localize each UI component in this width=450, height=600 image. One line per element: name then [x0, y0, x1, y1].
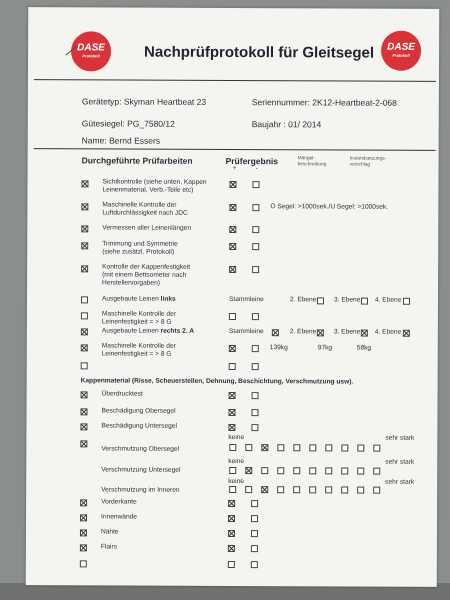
kappen-vorderkante-plus[interactable]: [228, 500, 235, 507]
row-vermessen-label: Vermessen aller Leinenlängen: [102, 224, 192, 232]
kappen-innenwaende-minus[interactable]: [251, 515, 258, 522]
scale-ober: [28, 7, 439, 9]
scale-ober-step-5[interactable]: [293, 444, 300, 451]
row-links-masch-label-1: Maschinelle Kontrolle der: [101, 310, 176, 318]
row-masch-check[interactable]: [81, 203, 88, 210]
col-arbeiten: Durchgeführte Prüfarbeiten: [81, 155, 193, 166]
scale-ober-step-1[interactable]: [229, 444, 236, 451]
kappen-versch-unter-label: Verschmutzung Untersegel: [101, 466, 181, 474]
kappen-flairs-label: Flairs: [100, 543, 118, 551]
scale-ober-step-3[interactable]: [261, 444, 268, 451]
kappen-versch-ober-check[interactable]: [80, 440, 87, 447]
row-rechts-masch-check[interactable]: [81, 344, 88, 351]
scale-ober-step-6[interactable]: [309, 444, 316, 451]
scale-ober-step-9[interactable]: [357, 445, 364, 452]
row-links-masch-check[interactable]: [81, 312, 88, 319]
field-name: Name: Bernd Essers: [81, 135, 161, 146]
scale-innen-step-9[interactable]: [357, 487, 364, 494]
row-links-ebene3-label: 3. Ebene: [333, 296, 361, 304]
row-trimm-plus[interactable]: [229, 243, 236, 250]
row-masch-note: O Segel: >1000sek./U Segel: >1000sek.: [270, 203, 389, 211]
row-trimm-label-2: (siehe zusätzl. Protokoll): [102, 248, 175, 256]
scale-ober-step-2[interactable]: [245, 444, 252, 451]
scale-innen: [28, 7, 439, 9]
row-links-ebene2-label: 2. Ebene: [289, 296, 317, 304]
kappen-besch-unter-minus[interactable]: [251, 424, 258, 431]
kappen-vorderkante-minus[interactable]: [251, 500, 258, 507]
row-links-masch-minus[interactable]: [252, 313, 259, 320]
dase-logo-right: DASE Protokoll: [381, 31, 421, 71]
scale-innen-step-4[interactable]: [277, 486, 284, 493]
row-vermessen-minus[interactable]: [252, 226, 259, 233]
row-empty-minus[interactable]: [252, 363, 259, 370]
kappen-besch-unter-label: Beschädigung Untersegel: [101, 422, 177, 430]
row-rechts-masch-label-1: Maschinelle Kontrolle der: [101, 342, 176, 350]
col-ergebnis: Prüfergebnis: [225, 155, 279, 167]
kappen-besch-ober-minus[interactable]: [251, 409, 258, 416]
field-geraetetyp: Gerätetyp: Skyman Heartbeat 23: [81, 96, 207, 107]
scale-unter: [28, 7, 439, 9]
scale-unter-step-3[interactable]: [261, 467, 268, 474]
row-rechts-masch-minus[interactable]: [252, 345, 259, 352]
scale-ober-keine: keine: [228, 433, 245, 442]
scale-innen-step-5[interactable]: [293, 486, 300, 493]
scale-innen-step-7[interactable]: [325, 486, 332, 493]
kappen-versch-ober-label: Verschmutzung Obersegel: [101, 445, 180, 453]
row-rechts-stammleine-box[interactable]: [272, 329, 279, 336]
row-links-ebene4-label: 4. Ebene: [374, 296, 402, 304]
scale-ober-step-4[interactable]: [277, 444, 284, 451]
scale-ober-step-10[interactable]: [373, 445, 380, 452]
scale-ober-sehr-stark: sehr stark: [385, 434, 415, 442]
row-sicht-label-1: Sichtkontrolle (siehe unten, Kappen: [102, 178, 207, 186]
row-rechts-value-3: 58kg: [356, 344, 372, 352]
kappen-ueberdruck-label: Überdrucktest: [101, 390, 143, 398]
row-rechts-stammleine: Stammleine: [228, 327, 264, 336]
scale-unter-step-6[interactable]: [309, 467, 316, 474]
scale-innen-step-2[interactable]: [245, 486, 252, 493]
row-rechts-check[interactable]: [81, 328, 88, 335]
kappen-empty-plus[interactable]: [228, 561, 235, 568]
kappen-naehte-minus[interactable]: [251, 530, 258, 537]
scale-innen-step-8[interactable]: [341, 486, 348, 493]
row-rechts-masch-label-2: Leinenfestigkeit = > 8 G: [101, 350, 172, 358]
kappen-besch-ober-plus[interactable]: [228, 409, 235, 416]
kappen-naehte-label: Nähte: [100, 528, 119, 536]
scale-innen-keine: keine: [228, 477, 244, 486]
row-rechts-masch-plus[interactable]: [229, 345, 236, 352]
kappen-empty-minus[interactable]: [251, 561, 258, 568]
kappen-flairs-plus[interactable]: [228, 545, 235, 552]
scale-innen-step-10[interactable]: [373, 487, 380, 494]
row-rechts-ebene3-label: 3. Ebene: [333, 328, 361, 336]
scale-unter-step-9[interactable]: [357, 468, 364, 475]
kappen-flairs-check[interactable]: [80, 544, 87, 551]
scale-ober-step-7[interactable]: [325, 444, 332, 451]
row-links-ebene3[interactable]: [361, 298, 368, 305]
field-baujahr: Baujahr : 01/ 2014: [251, 119, 322, 130]
page-title: Nachprüfprotokoll für Gleitsegel: [144, 43, 375, 62]
kappen-naehte-plus[interactable]: [228, 530, 235, 537]
col-instandsetzung: Instandsetzungs-vorschlag: [349, 156, 387, 168]
kappen-empty-check[interactable]: [80, 560, 87, 567]
scale-unter-step-8[interactable]: [341, 467, 348, 474]
row-rechts-ebene4-label: 4. Ebene: [374, 328, 402, 336]
rule-top: [34, 79, 436, 82]
row-kappe-check[interactable]: [81, 265, 88, 272]
row-sicht-check[interactable]: [81, 180, 88, 187]
dase-logo-left: DASE Protokoll: [71, 31, 111, 71]
row-rechts-ebene4[interactable]: [403, 330, 410, 337]
kappen-naehte-check[interactable]: [80, 529, 87, 536]
kappen-innenwaende-check[interactable]: [80, 514, 87, 521]
row-links-stammleine: Stammleine: [228, 295, 264, 304]
rule-mid: [34, 148, 436, 151]
row-empty-plus[interactable]: [229, 363, 236, 370]
row-rechts-label: Ausgebaute Leinen rechts 2. A: [101, 327, 195, 335]
row-trimm-label-1: Trimmung und Symmetrie: [102, 240, 178, 248]
row-sicht-plus[interactable]: [229, 181, 236, 188]
kappen-vorderkante-check[interactable]: [80, 499, 87, 506]
row-links-label: Ausgebaute Leinen links: [101, 295, 176, 303]
row-kappe-label-1: Kontrolle der Kappenfestigkeit: [102, 263, 191, 271]
row-rechts-ebene3[interactable]: [361, 330, 368, 337]
kappen-besch-unter-check[interactable]: [80, 423, 87, 430]
scale-innen-step-1[interactable]: [229, 486, 236, 493]
row-kappe-plus[interactable]: [229, 266, 236, 273]
row-links-ebene2[interactable]: [317, 297, 324, 304]
scale-innen-step-6[interactable]: [309, 486, 316, 493]
kappen-ueberdruck-check[interactable]: [81, 391, 88, 398]
scale-unter-keine: keine: [228, 457, 245, 466]
kappen-innenwaende-label: Innenwände: [101, 513, 137, 521]
row-masch-minus[interactable]: [252, 204, 259, 211]
row-links-check[interactable]: [81, 296, 88, 303]
scale-unter-step-2[interactable]: [245, 467, 252, 474]
row-links-masch-label-2: Leinenfestigkeit = > 8 G: [101, 318, 172, 326]
col-plus: +: [232, 164, 237, 173]
kappen-vorderkante-label: Vorderkante: [101, 498, 137, 506]
scale-ober-step-8[interactable]: [341, 444, 348, 451]
kappen-innenwaende-plus[interactable]: [228, 515, 235, 522]
row-vermessen-plus[interactable]: [229, 226, 236, 233]
row-masch-label-1: Maschinelle Kontrolle der: [102, 201, 177, 209]
row-rechts-ebene2-label: 2. Ebene: [289, 328, 317, 336]
kappen-besch-ober-label: Beschädigung Obersegel: [101, 407, 176, 415]
scale-innen-step-3[interactable]: [261, 486, 268, 493]
kappen-besch-ober-check[interactable]: [80, 408, 87, 415]
row-masch-plus[interactable]: [229, 204, 236, 211]
scale-unter-step-1[interactable]: [229, 467, 236, 474]
scale-unter-step-5[interactable]: [293, 467, 300, 474]
field-seriennummer: Seriennummer: 2K12-Heartbeat-2-068: [251, 97, 397, 108]
kappen-heading: Kappenmaterial (Risse, Scheuerstellen, Dehnung, Beschichtung, Verschmutzung usw).: [80, 377, 354, 386]
row-links-masch-plus[interactable]: [229, 313, 236, 320]
row-kappe-label-2: (mit einem Bettsometer nach: [102, 271, 187, 279]
row-empty-check[interactable]: [81, 362, 88, 369]
col-minus: -: [255, 165, 258, 173]
row-links-ebene4[interactable]: [403, 298, 410, 305]
row-kappe-minus[interactable]: [252, 266, 259, 273]
row-vermessen-check[interactable]: [81, 225, 88, 232]
col-maengel: Mängel-beschreibung: [297, 156, 327, 168]
scale-unter-step-7[interactable]: [325, 467, 332, 474]
row-trimm-check[interactable]: [81, 242, 88, 249]
kappen-versch-innen-label: Verschmutzung im Inneren: [101, 486, 180, 494]
row-sicht-minus[interactable]: [252, 181, 259, 188]
protocol-sheet: [26, 7, 440, 587]
row-sicht-label-2: Leinenmaterial, Verb.-Teile etc): [102, 186, 194, 194]
row-trimm-minus[interactable]: [252, 243, 259, 250]
row-masch-label-2: Luftdurchlässigkeit nach JDC: [102, 209, 188, 217]
kappen-ueberdruck-minus[interactable]: [252, 392, 259, 399]
scale-unter-step-10[interactable]: [373, 468, 380, 475]
scale-innen-sehr-stark: sehr stark: [385, 478, 415, 486]
scale-unter-sehr-stark: sehr stark: [385, 458, 415, 466]
row-rechts-value-1: 139kg: [269, 344, 288, 352]
scale-unter-step-4[interactable]: [277, 467, 284, 474]
row-rechts-ebene2[interactable]: [317, 329, 324, 336]
kappen-besch-unter-plus[interactable]: [228, 424, 235, 431]
row-rechts-value-2: 97kg: [317, 344, 333, 352]
kappen-flairs-minus[interactable]: [251, 545, 258, 552]
row-kappe-label-3: Herstellervorgaben): [102, 279, 160, 287]
field-guetesiegel: Gütesiegel: PG_7580/12: [81, 118, 175, 129]
kappen-ueberdruck-plus[interactable]: [229, 392, 236, 399]
